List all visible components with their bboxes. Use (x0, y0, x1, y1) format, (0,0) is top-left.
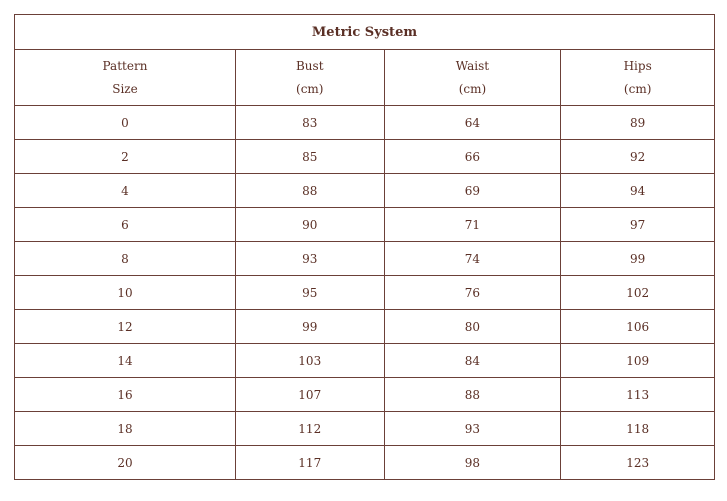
cell-waist: 66 (384, 140, 561, 174)
cell-pattern-size: 10 (15, 276, 236, 310)
table-row (15, 412, 715, 446)
table-row (15, 208, 715, 242)
header-label: Pattern (102, 58, 148, 73)
cell-hips: 113 (561, 378, 715, 412)
cell-waist: 64 (384, 106, 561, 140)
cell-waist: 71 (384, 208, 561, 242)
cell-waist: 76 (384, 276, 561, 310)
table-title-row (15, 15, 715, 50)
table-row (15, 344, 715, 378)
header-label: Waist (455, 58, 490, 73)
cell-bust: 112 (235, 412, 384, 446)
header-sublabel: (cm) (458, 81, 487, 96)
cell-hips: 102 (561, 276, 715, 310)
cell-hips: 109 (561, 344, 715, 378)
header-sublabel: (cm) (623, 81, 652, 96)
table-row (15, 140, 715, 174)
cell-bust: 117 (235, 446, 384, 480)
header-sublabel: Size (112, 81, 138, 96)
table-header-row (15, 50, 715, 106)
cell-hips: 97 (561, 208, 715, 242)
cell-pattern-size: 12 (15, 310, 236, 344)
header-hips (561, 50, 715, 106)
table-row (15, 174, 715, 208)
header-label: Bust (295, 58, 324, 73)
table-row (15, 106, 715, 140)
cell-waist: 93 (384, 412, 561, 446)
table-row (15, 242, 715, 276)
cell-waist: 69 (384, 174, 561, 208)
table-row (15, 446, 715, 480)
cell-bust: 107 (235, 378, 384, 412)
cell-pattern-size: 16 (15, 378, 236, 412)
cell-bust: 90 (235, 208, 384, 242)
cell-hips: 106 (561, 310, 715, 344)
cell-bust: 93 (235, 242, 384, 276)
cell-pattern-size: 8 (15, 242, 236, 276)
cell-hips: 89 (561, 106, 715, 140)
cell-waist: 88 (384, 378, 561, 412)
cell-pattern-size: 14 (15, 344, 236, 378)
cell-bust: 99 (235, 310, 384, 344)
cell-waist: 74 (384, 242, 561, 276)
table-row (15, 310, 715, 344)
cell-pattern-size: 20 (15, 446, 236, 480)
cell-pattern-size: 4 (15, 174, 236, 208)
cell-hips: 94 (561, 174, 715, 208)
cell-pattern-size: 6 (15, 208, 236, 242)
cell-bust: 85 (235, 140, 384, 174)
cell-bust: 83 (235, 106, 384, 140)
cell-bust: 95 (235, 276, 384, 310)
header-waist (384, 50, 561, 106)
cell-waist: 80 (384, 310, 561, 344)
cell-hips: 99 (561, 242, 715, 276)
metric-size-table (14, 14, 715, 480)
cell-hips: 118 (561, 412, 715, 446)
table-title: Metric System (15, 15, 715, 50)
cell-bust: 88 (235, 174, 384, 208)
cell-hips: 92 (561, 140, 715, 174)
header-pattern-size (15, 50, 236, 106)
cell-waist: 98 (384, 446, 561, 480)
cell-pattern-size: 2 (15, 140, 236, 174)
cell-pattern-size: 18 (15, 412, 236, 446)
cell-bust: 103 (235, 344, 384, 378)
table-row (15, 378, 715, 412)
cell-waist: 84 (384, 344, 561, 378)
header-sublabel: (cm) (296, 81, 324, 96)
cell-pattern-size: 0 (15, 106, 236, 140)
cell-hips: 123 (561, 446, 715, 480)
header-label: Hips (623, 58, 652, 73)
header-bust (235, 50, 384, 106)
table-row (15, 276, 715, 310)
